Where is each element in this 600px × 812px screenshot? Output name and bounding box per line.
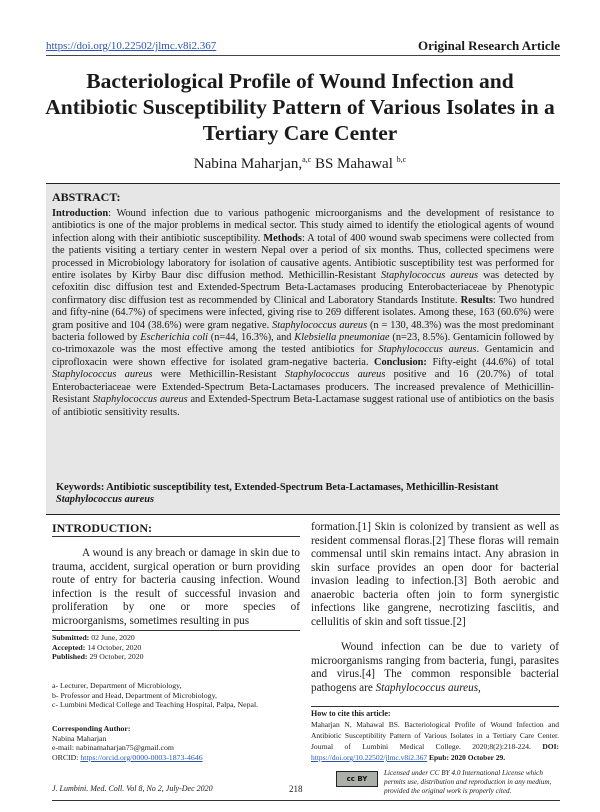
published-label: Published: — [52, 652, 88, 662]
footer-divider — [52, 800, 560, 801]
citation-text — [311, 719, 559, 763]
abstract-text: (n=23, 8.5%). Gentamicin followed by co-trimoxazole was the most effective among the tested antibiotics for — [52, 332, 554, 356]
article-title: Bacteriological Profile of Wound Infection and Antibiotic Susceptibility Pattern of Various Isolates in a Tertiary Care Center — [45, 69, 555, 145]
keywords-species: Staphylococcus aureus — [56, 494, 154, 506]
submission-dates — [52, 633, 300, 662]
citation-body: Maharjan N, Mahawal BS. Bacteriological Profile of Wound Infection and Antibiotic Susceptibility Pattern of Various Isolates in a Tertiary Care Center. Journal of Lumbini Medical College. 2020;8(2):218-224. — [311, 720, 559, 751]
abstract-text: : A total of 400 wound swab specimens were collected from the patients visiting a tertiary center in western Nepal over a period of six months. Thus, collected specimens were processed in Microbiology laboratory for isolation of causative agents. Antibiotic susceptibility test was performed for entire isolates by Kirby Baur disc diffusion method. Methicillin-Resistant — [52, 232, 554, 282]
species-name: Staphylococcus aureus — [92, 394, 188, 406]
email-label: e-mail: — [52, 743, 77, 753]
citation-epub: Epub: 2020 October 29. — [427, 753, 506, 762]
citation-heading: How to cite this article: — [311, 709, 391, 718]
intro-label: Introduction — [52, 208, 109, 219]
abstract-text: (n=44, 16.3%), and — [208, 332, 295, 344]
keywords-text: : Antibiotic susceptibility test, Extended-Spectrum Beta-Lactamases, Methicillin-Resistant — [100, 482, 499, 493]
species-name: Staphylococcus aureus — [284, 369, 386, 381]
affiliation-b: b- Professor and Head, Department of Microbiology, — [52, 690, 217, 700]
species-name: Staphylococcus aureus, — [375, 681, 481, 694]
header-bar — [46, 38, 560, 56]
author-affiliation-marker: a,c — [302, 155, 312, 164]
species-name: Staphylococcus aureus — [380, 270, 479, 282]
intro-paragraph-left: A wound is any breach or damage in skin due to trauma, accident, surgical operation or burn providing route of entry for bacteria causing infection. Wound infection is the result of successful invasion and proliferation by one or more species of microorganisms, sometimes resulting in pus — [52, 547, 300, 627]
accepted-date: 14 October, 2020 — [87, 642, 142, 652]
species-name: Staphylococcus aureus — [272, 319, 368, 331]
affiliation-c: c- Lumbini Medical College and Teaching Hospital, Palpa, Nepal. — [52, 700, 259, 710]
page-number: 218 — [289, 784, 303, 794]
affiliations — [52, 681, 300, 710]
accepted-label: Accepted: — [52, 642, 86, 652]
conclusion-label: Conclusion: — [374, 356, 427, 368]
affiliation-a: a- Lecturer, Department of Microbiology, — [52, 681, 182, 690]
author-line — [40, 155, 560, 173]
submitted-date: 02 June, 2020 — [91, 633, 135, 642]
citation-doi-link[interactable]: https://doi.org/10.22502/jlmc.v8i2.367 — [311, 753, 428, 762]
abstract-text: was detected by cefoxitin disc diffusion test and Extended-Spectrum Beta-Lactamases producing Enterobacteriaceae by Phenotypic confirmatory disc diffusion test as recommended by Clinical and Laboratory Standards Institute. — [52, 270, 554, 306]
intro-paragraph-right-2 — [311, 641, 559, 695]
abstract-box — [46, 183, 560, 515]
abstract-text: : Two hundred and fifty-nine (64.7%) of specimens were infected, giving rise to 269 different isolates. Among these, 163 (60.6%) were gram positive and 104 (38.6%) were gram negative. — [52, 294, 554, 331]
journal-citation: J. Lumbini. Med. Coll. Vol 8, No 2, July-Dec 2020 — [52, 784, 213, 793]
introduction-heading: INTRODUCTION: — [52, 521, 153, 535]
corresponding-author — [52, 724, 300, 762]
abstract-text: were Methicillin-Resistant — [152, 369, 285, 381]
author-name: BS Mahawal — [314, 156, 393, 172]
abstract-text: . Gentamicin and ciprofloxacin were shown effective for isolated gram-negative bacteria. — [52, 344, 554, 368]
keywords — [56, 482, 554, 507]
citation-divider — [311, 706, 559, 707]
intro-text: Wound infection can be due to variety of microorganisms ranging from bacteria, fungi, parasites and virus.[4] The common responsible bacterial pathogens are — [311, 641, 559, 694]
species-name: Escherichia coli — [140, 332, 208, 344]
article-type-label: Original Research Article — [410, 38, 560, 54]
corresponding-name: Nabina Maharjan — [52, 733, 107, 743]
email-address[interactable]: nabinamaharjan75@gmail.com — [76, 743, 174, 753]
meta-divider — [52, 630, 300, 631]
orcid-link[interactable]: https://orcid.org/0000-0003-1873-4646 — [80, 752, 203, 762]
cc-by-license-icon[interactable] — [336, 771, 378, 787]
doi-link[interactable]: https://doi.org/10.22502/jlmc.v8i2.367 — [46, 40, 217, 52]
abstract-text: Fifty-eight (44.6%) of total — [426, 356, 554, 368]
author-affiliation-marker: b,c — [396, 155, 407, 164]
species-name: Staphylococcus aureus — [378, 344, 477, 356]
abstract-heading: ABSTRACT: — [52, 190, 121, 204]
submitted-label: Submitted: — [52, 633, 90, 642]
abstract-text: (n = 130, 48.3%) was the most predominant bacteria followed by — [52, 319, 554, 344]
header-divider — [46, 55, 560, 56]
keywords-label: Keywords — [56, 482, 101, 493]
results-label: Results — [460, 294, 493, 306]
corresponding-label: Corresponding Author: — [52, 724, 131, 733]
intro-paragraph-right-1: formation.[1] Skin is colonized by transient as well as resident commensal floras.[2] These floras will remain commensal until skin remains intact. Any abrasion in skin surface provides an open door for bacterial invasion leading to infection.[3] Both aerobic and anaerobic bacteria often join to form synergistic infections like gangrene, necrotizing fasciitis, and cellulitis of skin and soft tissue.[2] — [311, 521, 559, 628]
author-name: Nabina Maharjan, — [193, 156, 303, 172]
abstract-body — [52, 208, 554, 419]
abstract-text: and Extended-Spectrum Beta-Lactamase suggest rational use of antibiotics on the basis of antibiotic sensitivity results. — [52, 394, 554, 418]
license-text: Licensed under CC BY 4.0 International License which permits use, distribution and reproduction in any medium, provided the original work is properly cited. — [384, 769, 552, 795]
abstract-text: : Wound infection due to various pathogenic microorganisms and the development of resistance to antibiotics is one of the major problems in medical sector. This study aimed to identify the etiological agents of wound infection along with their antibiotic susceptibility. — [52, 208, 554, 244]
section-divider — [52, 536, 300, 537]
cc-badge-text: cc BY — [346, 775, 368, 783]
citation-doi-label: DOI: — [542, 742, 559, 751]
orcid-label: ORCID: — [52, 752, 81, 762]
published-date: 29 October, 2020 — [89, 652, 144, 662]
species-name: Klebsiella pneumoniae — [294, 332, 390, 344]
abstract-text: positive and 16 (20.7%) of total Enterobacteriaceae were Extended-Spectrum Beta-Lactamases producers. The increased prevalence of Methicillin-Resistant — [52, 369, 554, 406]
methods-label: Methods — [263, 232, 302, 244]
species-name: Staphylococcus aureus — [52, 369, 153, 381]
